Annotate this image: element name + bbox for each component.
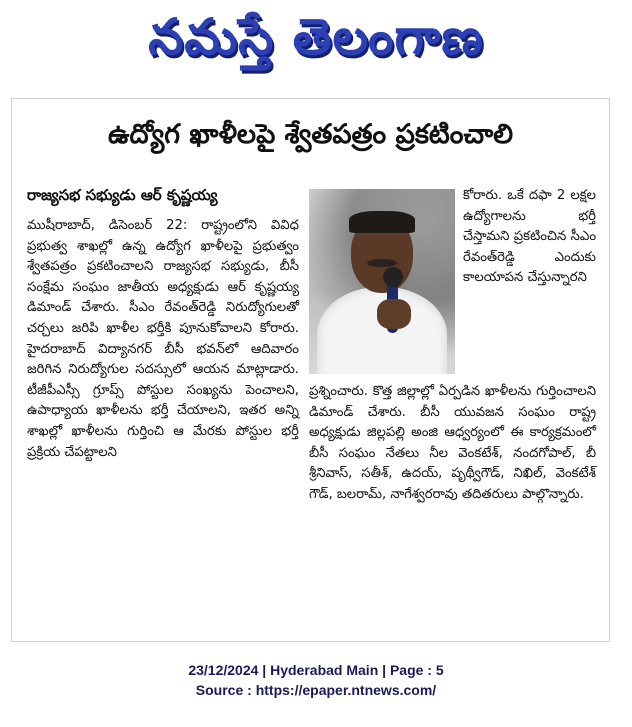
microphone-head	[383, 267, 403, 287]
article-body-right-column-bottom: ప్రశ్నించారు. కొత్త జిల్లాల్లో ఏర్పడిన ఖాళీలను గుర్తించాలని డిమాండ్‌ చేశారు. బీసీ యువజన సంఘం రాష్ట్ర అధ్యక్షుడు జిల్లపల్లి అంజి ఆధ్వర్యంలో ఈ కార్యక్రమంలో బీసీ సంఘం నేతలు నీల వెంకటేశ్‌, నందగోపాల్‌, బీ శ్రీనివాస్‌, సతీశ్‌, ఉదయ్‌, పృథ్వీగౌడ్‌, నిఖిల్‌, వెంకటేశ్‌ గౌడ్‌, బలరామ్‌, నాగేశ్వరరావు తదితరులు పాల్గొన్నారు.	[309, 384, 596, 502]
article-photo	[309, 189, 455, 374]
photo-mustache	[367, 259, 397, 267]
article-subhead: రాజ్యసభ సభ్యుడు ఆర్‌ కృష్ణయ్య	[27, 186, 218, 204]
source-footer	[0, 660, 632, 700]
body-text-left: ముషీరాబాద్‌, డిసెంబర్‌ 22: రాష్ట్రంలోని వివిధ ప్రభుత్వ శాఖల్లో ఉన్న ఉద్యోగ ఖాళీలపై ప్రభుత్వం శ్వేతపత్రం ప్రకటించాలని రాజ్యసభ సభ్యుడు, బీసీ సంక్షేమ సంఘం జాతీయ అధ్యక్షుడు ఆర్‌ కృష్ణయ్య డిమాండ్‌ చేశారు. సీఎం రేవంత్‌రెడ్డి నిరుద్యోగులతో చర్చలు జరిపి ఖాళీల భర్తీకి పూనుకోవాలని కోరారు. హైదరాబాద్‌ విద్యానగర్‌ బీసీ భవన్‌లో ఆదివారం జరిగిన నిరుద్యోగుల సదస్సులో ఆయన మాట్లాడారు. టీజీపీఎస్సీ గ్రూప్స్‌ పోస్టుల సంఖ్యను పెంచాలని, ఉపాధ్యాయ ఖాళీలను భర్తీ చేయాలని, ఇతర అన్ని శాఖల్లో ఖాళీలను గుర్తించి ఆ మేరకు పోస్టుల భర్తీ ప్రక్రియ చేపట్టాలని	[27, 218, 299, 460]
headline-area	[12, 99, 609, 179]
article-body-right-column-top: కోరారు. ఒకే దఫా 2 లక్షల ఉద్యోగాలను భర్తీ చేస్తామని ప్రకటించిన సీఎం రేవంత్‌రెడ్డి ఎందుకు కాలయాపన చేస్తున్నారని	[463, 188, 596, 286]
article-body-left-column	[27, 216, 299, 463]
photo-hair	[349, 211, 415, 233]
photo-shirt	[317, 287, 447, 374]
masthead	[0, 0, 632, 78]
article-headline: ఉద్యోగ ఖాళీలపై శ్వేతపత్రం ప్రకటించాలి	[107, 119, 514, 150]
article-clipping	[11, 98, 610, 642]
photo-hand	[377, 299, 411, 329]
source-link[interactable]: Source : https://epaper.ntnews.com/	[195, 682, 437, 698]
date-edition-page: 23/12/2024 | Hyderabad Main | Page : 5	[188, 662, 444, 678]
newspaper-logo: నమస్తే తెలంగాణ	[148, 8, 484, 66]
